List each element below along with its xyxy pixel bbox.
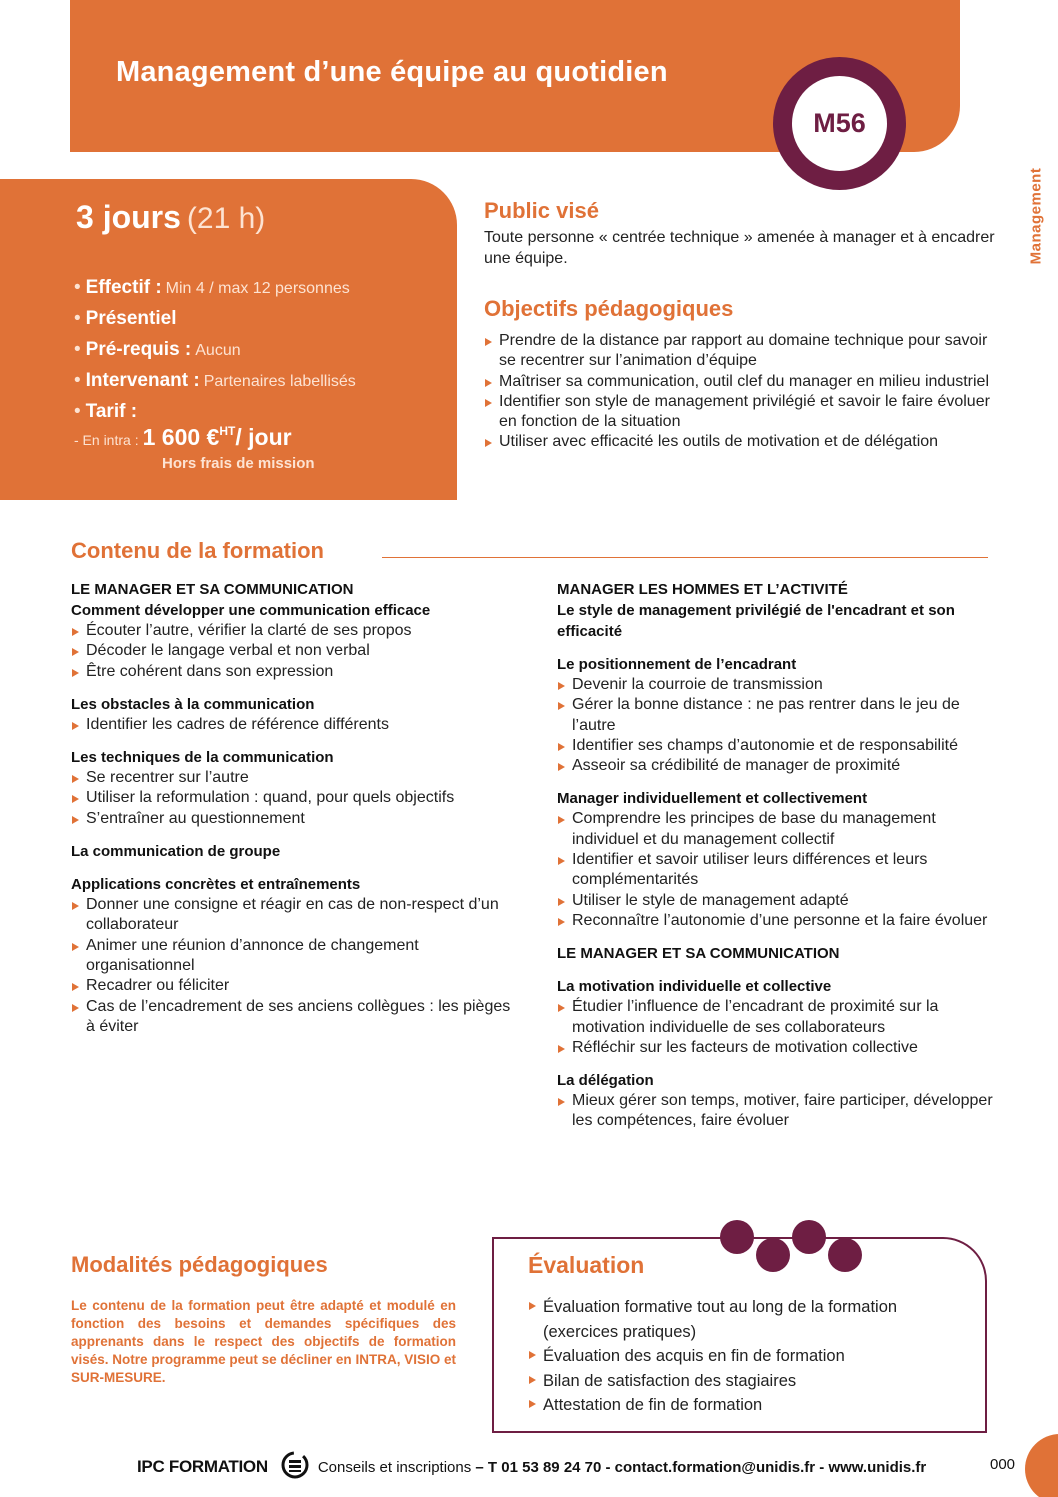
price-value: 1 600 €$^{HT}$/ jour [142, 424, 292, 450]
list-item: Attestation de fin de formation [528, 1393, 968, 1418]
modalites-text: Le contenu de la formation peut être adapté et modulé en fonction des besoins et demandes spécifiques des apprenants dans le respect des objectifs de formation visés. Notre programme peut se décliner en INTRA, VISIO et SUR-MESURE. [71, 1298, 456, 1385]
bullet-list [71, 895, 511, 1037]
section-caption: MANAGER LES HOMMES ET L’ACTIVITÉ [557, 581, 848, 598]
bullet-list [557, 1091, 997, 1132]
info-row-effectif: • Effectif : Min 4 / max 12 personnes [74, 277, 350, 298]
subsection-title: Les obstacles à la communication [71, 695, 315, 713]
list-item: Mieux gérer son temps, motiver, faire participer, développer les compétences, faire évoluer [557, 1091, 997, 1132]
subsection-title: Le style de management privilégié de l'encadrant et son efficacité [557, 602, 955, 640]
list-item: Animer une réunion d’annonce de changement organisationnel [71, 936, 511, 977]
list-item: Évaluation des acquis en fin de formation [528, 1344, 968, 1369]
objectifs-heading: Objectifs pédagogiques [484, 296, 734, 321]
course-code-badge [773, 57, 906, 190]
subsection-title: Les techniques de la communication [71, 749, 334, 767]
subsection-title: La délégation [557, 1072, 654, 1090]
course-code-inner [792, 76, 887, 171]
info-row-prerequis: • Pré-requis : Aucun [74, 339, 241, 360]
list-item: Recadrer ou féliciter [71, 976, 511, 996]
list-item: Utiliser avec efficacité les outils de motivation et de délégation [484, 432, 994, 452]
decor-mask [756, 1216, 790, 1236]
contenu-divider [382, 557, 988, 558]
objectifs-list [484, 331, 994, 453]
evaluation-list [528, 1295, 968, 1418]
ipc-logo-icon [280, 1450, 310, 1485]
bullet-list [557, 675, 997, 776]
list-item: Écouter l’autre, vérifier la clarté de ses propos [71, 621, 511, 641]
info-box [0, 179, 457, 500]
public-heading: Public visé [484, 198, 599, 223]
info-row-presentiel: • Présentiel [74, 308, 177, 329]
list-item: Gérer la bonne distance : ne pas rentrer dans le jeu de l’autre [557, 695, 997, 736]
bullet-list [71, 621, 511, 682]
price-prefix: - En intra : [74, 432, 139, 448]
duration-days: 3 jours [76, 199, 181, 235]
list-item: Identifier son style de management privilégié et savoir le faire évoluer en fonction de la situation [484, 392, 994, 433]
list-item: S’entraîner au questionnement [71, 809, 511, 829]
list-item: Identifier ses champs d’autonomie et de responsabilité [557, 736, 997, 756]
side-category-label: Management [1027, 167, 1045, 265]
decor-scallop [756, 1238, 790, 1272]
corner-decoration [1025, 1434, 1058, 1497]
page-number: 000 [990, 1456, 1016, 1473]
decor-mask [828, 1216, 862, 1236]
course-code: M56 [813, 108, 866, 138]
price-note: Hors frais de mission [162, 455, 315, 472]
footer-brand: IPC FORMATION [137, 1457, 268, 1476]
list-item: Devenir la courroie de transmission [557, 675, 997, 695]
list-item: Cas de l’encadrement de ses anciens collègues : les pièges à éviter [71, 997, 511, 1038]
section-caption: LE MANAGER ET SA COMMUNICATION [71, 581, 354, 598]
duration-hours: (21 h) [186, 202, 266, 235]
list-item: Bilan de satisfaction des stagiaires [528, 1369, 968, 1394]
bullet-list [71, 768, 511, 829]
subsection-title: Le positionnement de l’encadrant [557, 656, 797, 673]
list-item: Se recentrer sur l’autre [71, 768, 511, 788]
info-row-intervenant: • Intervenant : Partenaires labellisés [74, 370, 356, 391]
list-item: Être cohérent dans son expression [71, 662, 511, 682]
list-item: Comprendre les principes de base du management individuel et du management collectif [557, 809, 997, 850]
section-caption: LE MANAGER ET SA COMMUNICATION [557, 945, 840, 963]
side-category-tab [1022, 150, 1050, 282]
list-item: Décoder le langage verbal et non verbal [71, 641, 511, 661]
list-item: Identifier et savoir utiliser leurs différences et leurs complémentarités [557, 850, 997, 891]
subsection-title: Applications concrètes et entraînements [71, 876, 361, 894]
contenu-heading: Contenu de la formation [71, 538, 324, 563]
bullet-list [71, 715, 511, 735]
info-list [74, 277, 454, 432]
footer-contact: Conseils et inscriptions – T 01 53 89 24 70 - contact.formation@unidis.fr - www.unidis.fr [317, 1458, 927, 1476]
list-item: Reconnaître l’autonomie d’une personne et la faire évoluer [557, 911, 997, 931]
page-title: Management d’une équipe au quotidien [116, 56, 668, 88]
subsection-title: La communication de groupe [71, 843, 281, 861]
public-text: Toute personne « centrée technique » amenée à manager et à encadrer une équipe. [484, 229, 995, 267]
modalites-heading: Modalités pédagogiques [71, 1252, 328, 1277]
subsection-title: La motivation individuelle et collective [557, 978, 832, 996]
bullet-list [557, 997, 997, 1058]
list-item: Utiliser la reformulation : quand, pour quels objectifs [71, 788, 511, 808]
info-row-tarif: • Tarif : [74, 401, 138, 422]
bullet-list [557, 809, 997, 931]
list-item: Évaluation formative tout au long de la formation (exercices pratiques) [528, 1295, 968, 1344]
duration [76, 199, 265, 236]
contenu-left-column [71, 579, 511, 1037]
subsection-title: Comment développer une communication efficace [71, 602, 431, 619]
list-item: Réfléchir sur les facteurs de motivation collective [557, 1038, 997, 1058]
decor-scallop [792, 1220, 826, 1254]
list-item: Asseoir sa crédibilité de manager de proximité [557, 756, 997, 776]
contenu-right-column [557, 579, 997, 1132]
decor-scallop [828, 1238, 862, 1272]
footer [137, 1454, 926, 1480]
evaluation-heading: Évaluation [528, 1252, 645, 1278]
list-item: Étudier l’influence de l’encadrant de proximité sur la motivation individuelle de ses collaborateurs [557, 997, 997, 1038]
list-item: Donner une consigne et réagir en cas de non-respect d’un collaborateur [71, 895, 511, 936]
price-row [74, 424, 292, 451]
list-item: Prendre de la distance par rapport au domaine technique pour savoir se recentrer sur l’animation d’équipe [484, 331, 994, 372]
list-item: Maîtriser sa communication, outil clef du manager en milieu industriel [484, 372, 994, 392]
list-item: Utiliser le style de management adapté [557, 891, 997, 911]
list-item: Identifier les cadres de référence différents [71, 715, 511, 735]
subsection-title: Manager individuellement et collectivement [557, 790, 868, 808]
decor-scallop [720, 1220, 754, 1254]
